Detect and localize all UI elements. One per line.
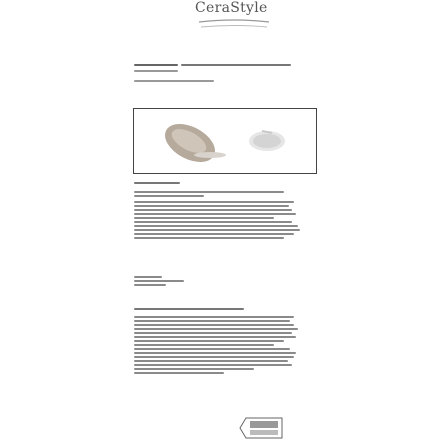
text-line <box>134 372 224 374</box>
product-subtitle-line <box>134 70 178 72</box>
text-line <box>134 201 294 203</box>
section-heading <box>134 182 180 184</box>
section-heading <box>134 308 244 310</box>
text-line <box>134 356 294 358</box>
text-line <box>134 320 290 322</box>
text-line <box>134 209 292 211</box>
brand-logo-text: CeraStyle <box>195 0 268 16</box>
text-line <box>134 284 166 286</box>
text-line <box>134 360 288 362</box>
text-line <box>134 352 296 354</box>
text-line <box>134 324 294 326</box>
product-header <box>134 64 334 84</box>
text-line <box>134 336 296 338</box>
text-line <box>134 237 284 239</box>
text-line <box>134 332 292 334</box>
washbasin-icon <box>134 109 316 173</box>
text-line <box>134 328 298 330</box>
product-dimension-line <box>134 80 214 82</box>
brand-logo <box>195 0 285 36</box>
spec-block <box>134 276 184 288</box>
text-line <box>134 368 254 370</box>
text-line <box>134 195 204 197</box>
text-line <box>134 225 298 227</box>
text-line <box>134 233 294 235</box>
certificate-badge-icon <box>236 414 284 442</box>
text-line <box>134 221 292 223</box>
text-line <box>134 364 292 366</box>
text-line <box>134 316 294 318</box>
product-title-line <box>134 64 334 68</box>
text-line <box>134 205 289 207</box>
text-line <box>134 217 274 219</box>
feature-section-2 <box>134 308 298 376</box>
text-line <box>134 276 162 278</box>
text-line <box>134 213 296 215</box>
text-line <box>134 229 300 231</box>
logo-swoosh-icon <box>197 18 271 32</box>
text-line <box>134 340 284 342</box>
feature-section-1 <box>134 182 300 241</box>
text-line <box>134 191 284 193</box>
text-line <box>134 280 184 282</box>
text-line <box>134 344 274 346</box>
product-image-frame <box>133 108 317 174</box>
text-line <box>134 348 290 350</box>
